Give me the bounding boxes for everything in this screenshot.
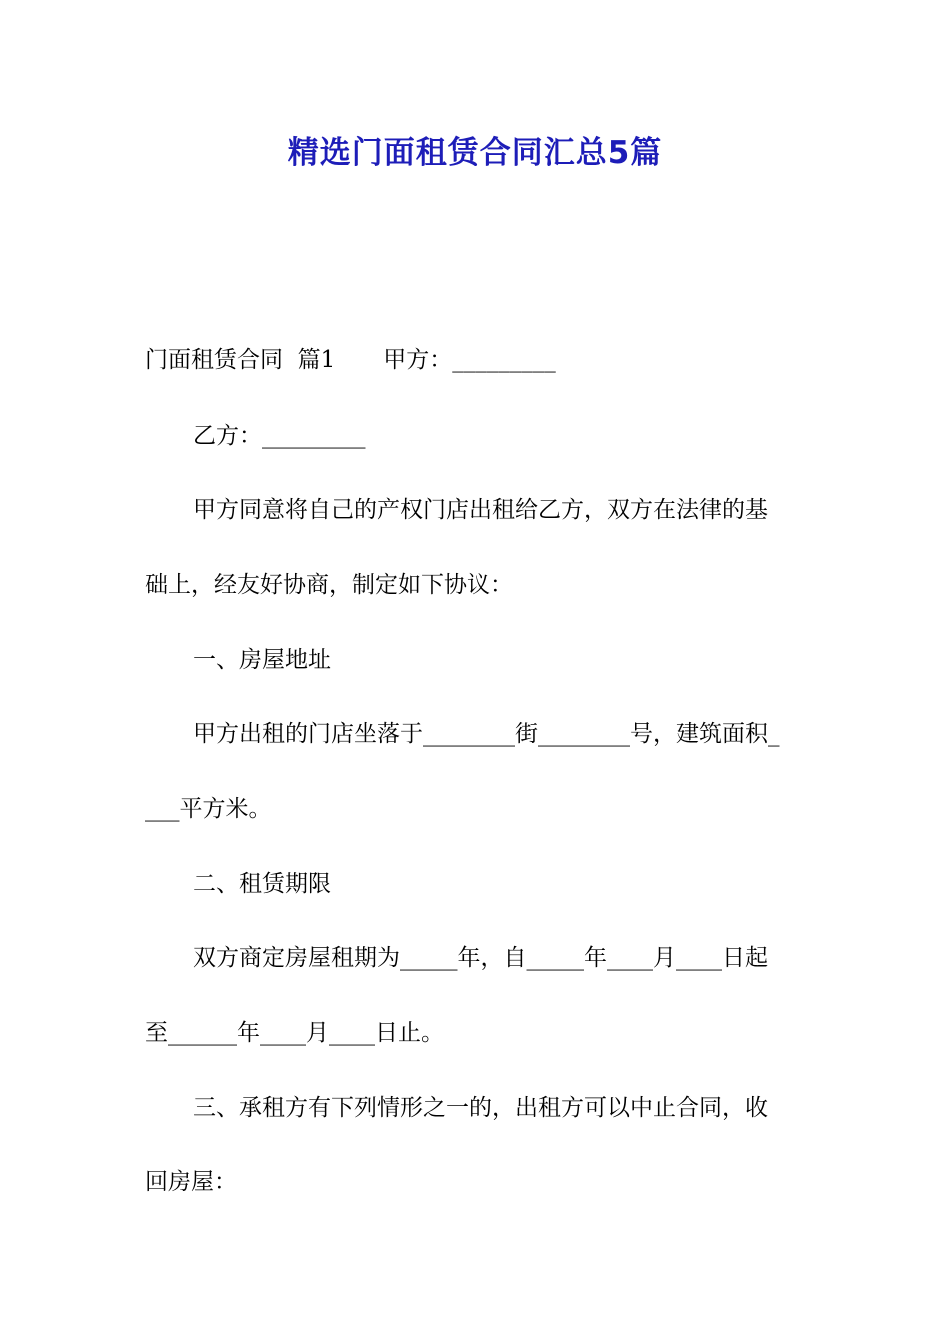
paragraph-heading-line (145, 340, 556, 380)
section-heading: 门面租赁合同 篇1 (145, 347, 336, 373)
paragraph-line: 至______年____月____日止。 (145, 1020, 444, 1046)
paragraph-line: 甲方同意将自己的产权门店出租给乙方，双方在法律的基 (193, 497, 768, 523)
paragraph-line: 甲方出租的门店坐落于________街________号，建筑面积_ (193, 721, 780, 747)
section-heading: 二、租赁期限 (193, 871, 331, 897)
document-title: 精选门面租赁合同汇总5篇 (287, 135, 663, 171)
paragraph-line: 双方商定房屋租期为_____年，自_____年____月____日起 (193, 945, 768, 971)
section-heading: 一、房屋地址 (193, 647, 331, 673)
paragraph-line: ___平方米。 (145, 796, 272, 822)
paragraph-line: 回房屋： (145, 1169, 237, 1195)
party-a-field: 甲方：_________ (383, 347, 556, 373)
party-b-line: 乙方：_________ (193, 423, 366, 449)
paragraph-line: 础上，经友好协商，制定如下协议： (145, 572, 513, 598)
section-heading: 三、承租方有下列情形之一的，出租方可以中止合同，收 (193, 1095, 768, 1121)
